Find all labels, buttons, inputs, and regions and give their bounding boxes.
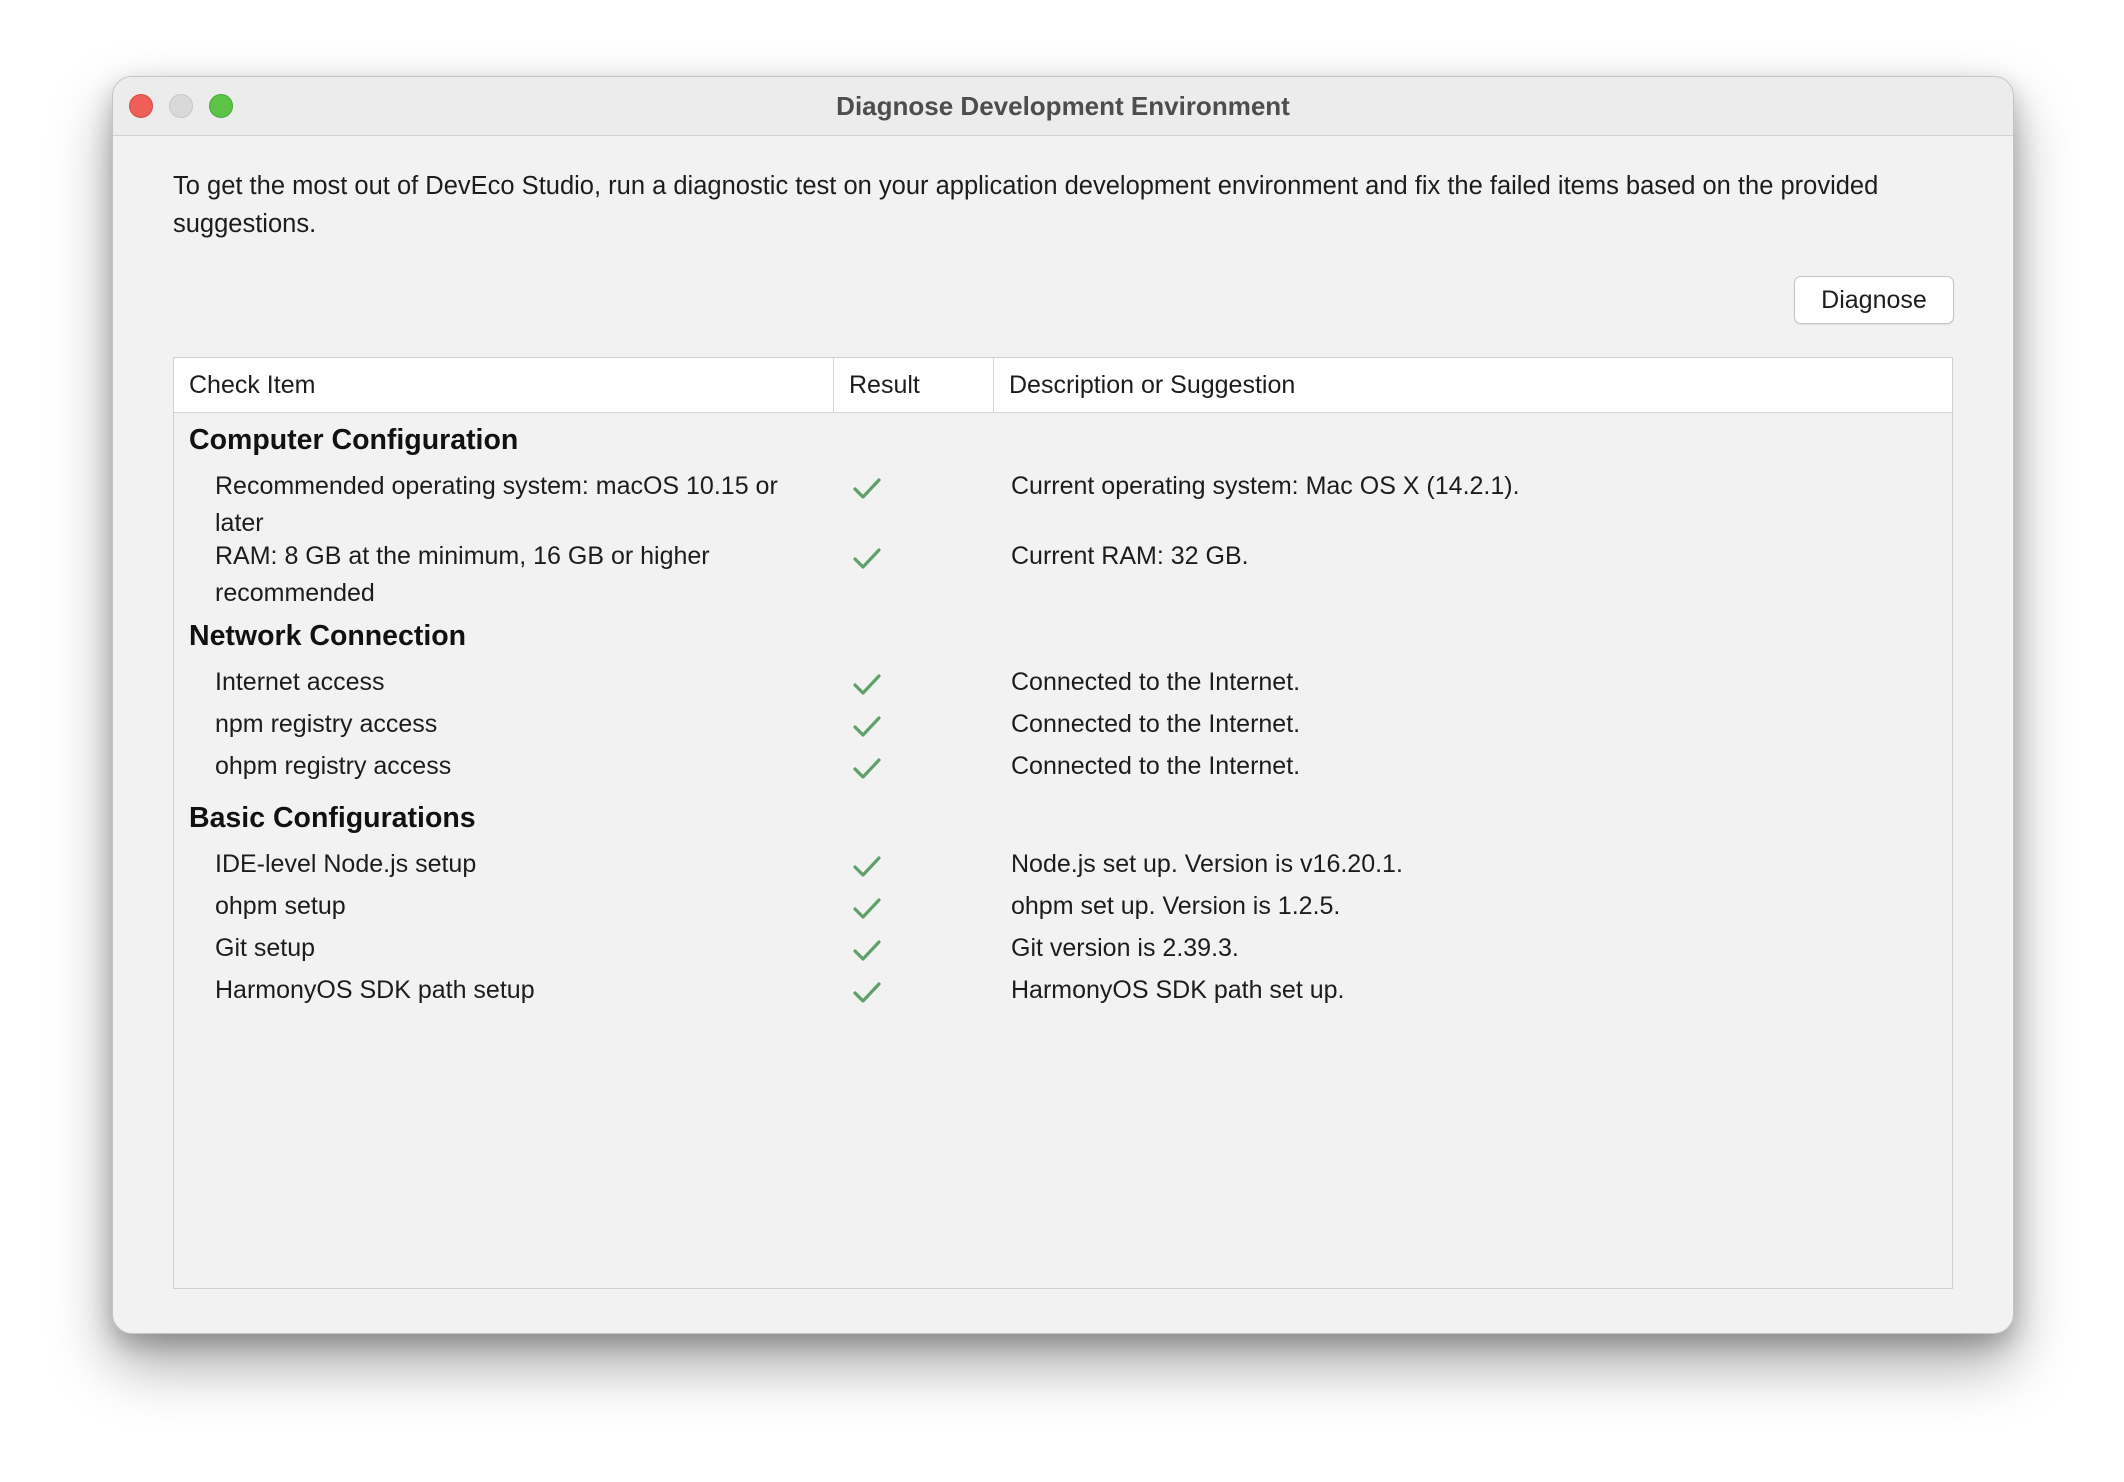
section-title: Network Connection xyxy=(189,620,467,652)
table-header xyxy=(174,358,1952,413)
description-text: Connected to the Internet. xyxy=(1011,752,1301,780)
description-text: Current RAM: 32 GB. xyxy=(1011,542,1249,570)
header-result[interactable]: Result xyxy=(834,358,994,412)
checkmark-icon xyxy=(852,755,882,783)
checkmark-icon xyxy=(852,545,882,573)
check-item-text: npm registry access xyxy=(215,710,438,738)
check-item-text: Recommended operating system: macOS 10.15 or later xyxy=(215,472,778,537)
checkmark-icon xyxy=(852,475,882,503)
header-check-item[interactable]: Check Item xyxy=(174,358,834,412)
check-item-text: HarmonyOS SDK path setup xyxy=(215,976,535,1004)
check-item-text: ohpm setup xyxy=(215,892,346,920)
checkmark-icon xyxy=(852,895,882,923)
check-item-text: Internet access xyxy=(215,668,385,696)
diagnostic-table xyxy=(173,357,1953,1289)
checkmark-icon xyxy=(852,713,882,741)
description-text: ohpm set up. Version is 1.2.5. xyxy=(1011,892,1341,920)
diagnose-dialog xyxy=(112,76,2014,1334)
check-item-text: ohpm registry access xyxy=(215,752,452,780)
section-title: Basic Configurations xyxy=(189,802,476,834)
checkmark-icon xyxy=(852,853,882,881)
section-title: Computer Configuration xyxy=(189,424,519,456)
description-text: Git version is 2.39.3. xyxy=(1011,934,1239,962)
checkmark-icon xyxy=(852,937,882,965)
description-text: Node.js set up. Version is v16.20.1. xyxy=(1011,850,1403,878)
window-title: Diagnose Development Environment xyxy=(836,91,1290,121)
description-text: Connected to the Internet. xyxy=(1011,668,1301,696)
checkmark-icon xyxy=(852,979,882,1007)
check-item-text: Git setup xyxy=(215,934,316,962)
title-bar xyxy=(113,77,2013,136)
diagnose-button[interactable]: Diagnose xyxy=(1794,276,1954,324)
intro-text: To get the most out of DevEco Studio, run a diagnostic test on your application development environment and fix the failed items based on the provided suggestions. xyxy=(173,172,1879,238)
description-text: Connected to the Internet. xyxy=(1011,710,1301,738)
check-item-text: RAM: 8 GB at the minimum, 16 GB or higher recommended xyxy=(215,542,710,607)
check-item-text: IDE-level Node.js setup xyxy=(215,850,477,878)
description-text: HarmonyOS SDK path set up. xyxy=(1011,976,1345,1004)
description-text: Current operating system: Mac OS X (14.2.1). xyxy=(1011,472,1520,500)
header-description[interactable]: Description or Suggestion xyxy=(1009,371,1296,399)
checkmark-icon xyxy=(852,671,882,699)
